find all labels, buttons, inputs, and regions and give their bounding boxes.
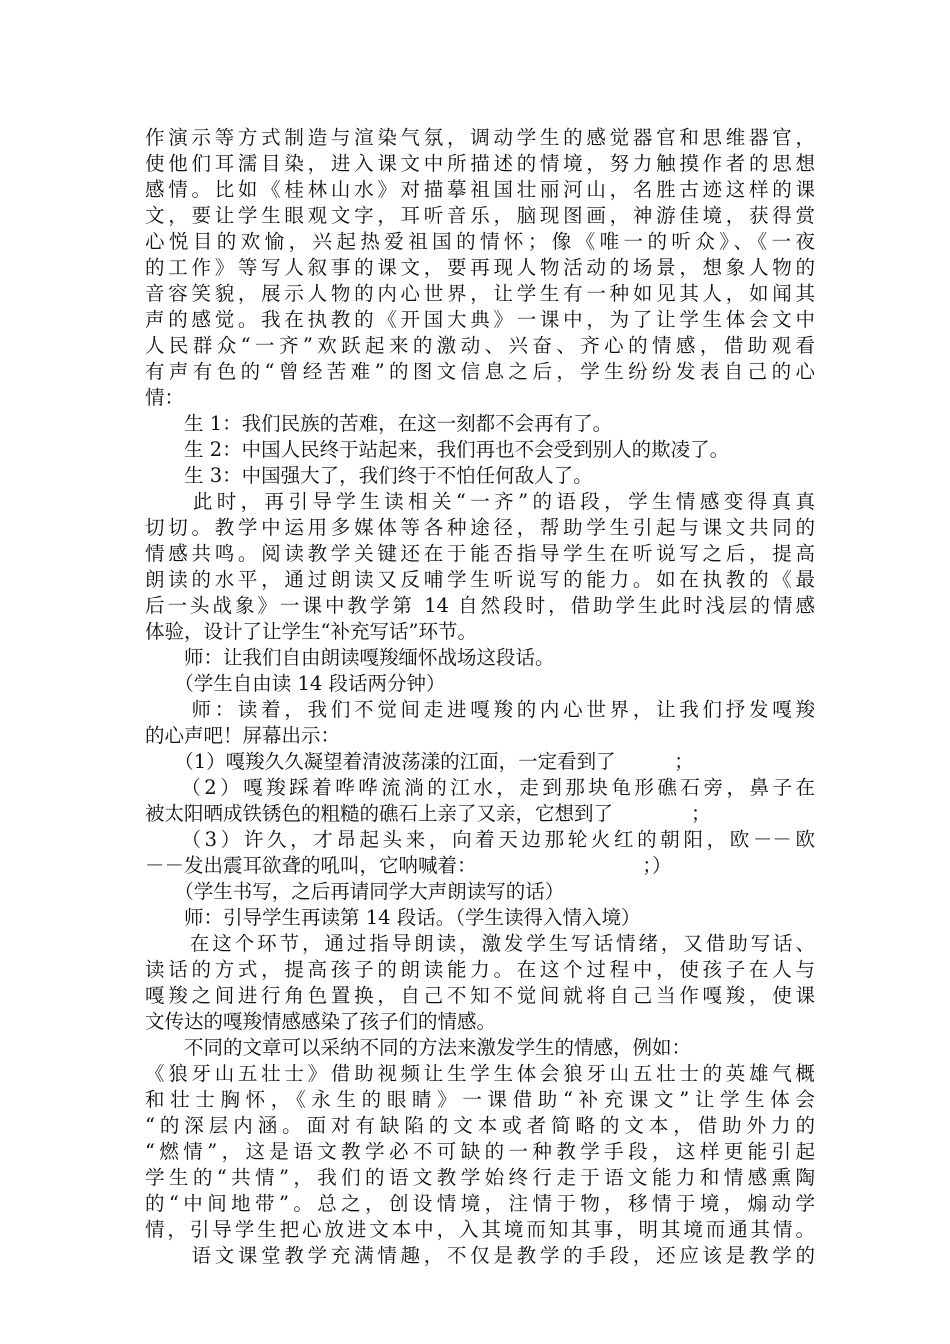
text-line: 的心声吧！屏幕出示： bbox=[145, 724, 341, 747]
text-line: 朗读的水平，通过朗读又反哺学生听说写的能力。如在执教的《最 bbox=[145, 568, 815, 591]
text-line: 心悦目的欢愉，兴起热爱祖国的情怀；像《唯一的听众》、《一夜 bbox=[145, 230, 815, 253]
text-line: 生 2：中国人民终于站起来，我们再也不会受到别人的欺凌了。 bbox=[145, 438, 730, 461]
text-line: （学生书写，之后再请同学大声朗读写的话） bbox=[145, 880, 565, 903]
text-line: 作演示等方式制造与渲染气氛，调动学生的感觉器官和思维器官， bbox=[145, 126, 815, 149]
text-line: 后一头战象》一课中教学第 14 自然段时，借助学生此时浅层的情感 bbox=[145, 594, 815, 617]
text-line: 使他们耳濡目染，进入课文中所描述的情境，努力触摸作者的思想 bbox=[145, 152, 815, 175]
text-line: 学生的“共情”，我们的语文教学始终行走于语文能力和情感熏陶 bbox=[145, 1166, 815, 1189]
text-line: 人民群众“一齐”欢跃起来的激动、兴奋、齐心的情感，借助观看 bbox=[145, 334, 815, 357]
text-line: －－发出震耳欲聋的吼叫，它呐喊着： ；） bbox=[145, 854, 672, 877]
text-line: 音容笑貌，展示人物的内心世界，让学生有一种如见其人，如闻其 bbox=[145, 282, 815, 305]
text-line: 生 3：中国强大了，我们终于不怕任何敌人了。 bbox=[145, 464, 593, 487]
text-line: “燃情”，这是语文教学必不可缺的一种教学手段，这样更能引起 bbox=[145, 1140, 815, 1163]
text-line: 情感共鸣。阅读教学关键还在于能否指导学生在听说写之后，提高 bbox=[145, 542, 815, 565]
text-line: 被太阳晒成铁锈色的粗糙的礁石上亲了又亲，它想到了 ； bbox=[145, 802, 711, 825]
text-line: 声的感觉。我在执教的《开国大典》一课中，为了让学生体会文中 bbox=[145, 308, 815, 331]
text-line: 师：读着，我们不觉间走进嘎羧的内心世界，让我们抒发嘎羧 bbox=[145, 698, 815, 721]
text-line: 生 1：我们民族的苦难，在这一刻都不会再有了。 bbox=[145, 412, 613, 435]
text-line: 感情。比如《桂林山水》对描摹祖国壮丽河山，名胜古迹这样的课 bbox=[145, 178, 815, 201]
text-line: 嘎羧之间进行角色置换，自己不知不觉间就将自己当作嘎羧，使课 bbox=[145, 984, 815, 1007]
text-line: “的深层内涵。面对有缺陷的文本或者简略的文本，借助外力的 bbox=[145, 1114, 815, 1137]
text-line: 师：引导学生再读第 14 段话。（学生读得入情入境） bbox=[145, 906, 641, 929]
text-line: 和壮士胸怀，《永生的眼睛》一课借助“补充课文”让学生体会 bbox=[145, 1088, 815, 1111]
text-line: （2）嘎羧踩着哗哗流淌的江水，走到那块龟形礁石旁，鼻子在 bbox=[145, 776, 815, 799]
text-line: 此时，再引导学生读相关“一齐”的语段，学生情感变得真真 bbox=[145, 490, 815, 513]
text-line: 在这个环节，通过指导朗读，激发学生写话情绪，又借助写话、 bbox=[145, 932, 815, 955]
text-line: 语文课堂教学充满情趣，不仅是教学的手段，还应该是教学的 bbox=[145, 1244, 815, 1267]
text-line: （1）嘎羧久久凝望着清波荡漾的江面，一定看到了 ； bbox=[145, 750, 694, 773]
text-line: （3）许久，才昂起头来，向着天边那轮火红的朝阳，欧－－欧 bbox=[145, 828, 815, 851]
text-line: 《狼牙山五壮士》借助视频让生学生体会狼牙山五壮士的英雄气概 bbox=[145, 1062, 815, 1085]
text-line: 有声有色的“曾经苦难”的图文信息之后，学生纷纷发表自己的心 bbox=[145, 360, 815, 383]
text-line: 不同的文章可以采纳不同的方法来激发学生的情感，例如： bbox=[145, 1036, 692, 1059]
text-line: 文传达的嘎羧情感感染了孩子们的情感。 bbox=[145, 1010, 497, 1033]
text-line: 师：让我们自由朗读嘎羧缅怀战场这段话。 bbox=[145, 646, 555, 669]
text-line: （学生自由读 14 段话两分钟） bbox=[145, 672, 446, 695]
text-line: 的“中间地带”。总之，创设情境，注情于物，移情于境，煽动学 bbox=[145, 1192, 815, 1215]
text-line: 切切。教学中运用多媒体等各种途径，帮助学生引起与课文共同的 bbox=[145, 516, 815, 539]
text-line: 的工作》等写人叙事的课文，要再现人物活动的场景，想象人物的 bbox=[145, 256, 815, 279]
text-line: 体验，设计了让学生“补充写话”环节。 bbox=[145, 620, 477, 643]
body-text bbox=[145, 125, 815, 1269]
text-line: 情： bbox=[145, 386, 185, 409]
text-line: 文，要让学生眼观文字，耳听音乐，脑现图画，神游佳境，获得赏 bbox=[145, 204, 815, 227]
text-line: 读话的方式，提高孩子的朗读能力。在这个过程中，使孩子在人与 bbox=[145, 958, 815, 981]
text-line: 情，引导学生把心放进文本中，入其境而知其事，明其境而通其情。 bbox=[145, 1218, 815, 1241]
